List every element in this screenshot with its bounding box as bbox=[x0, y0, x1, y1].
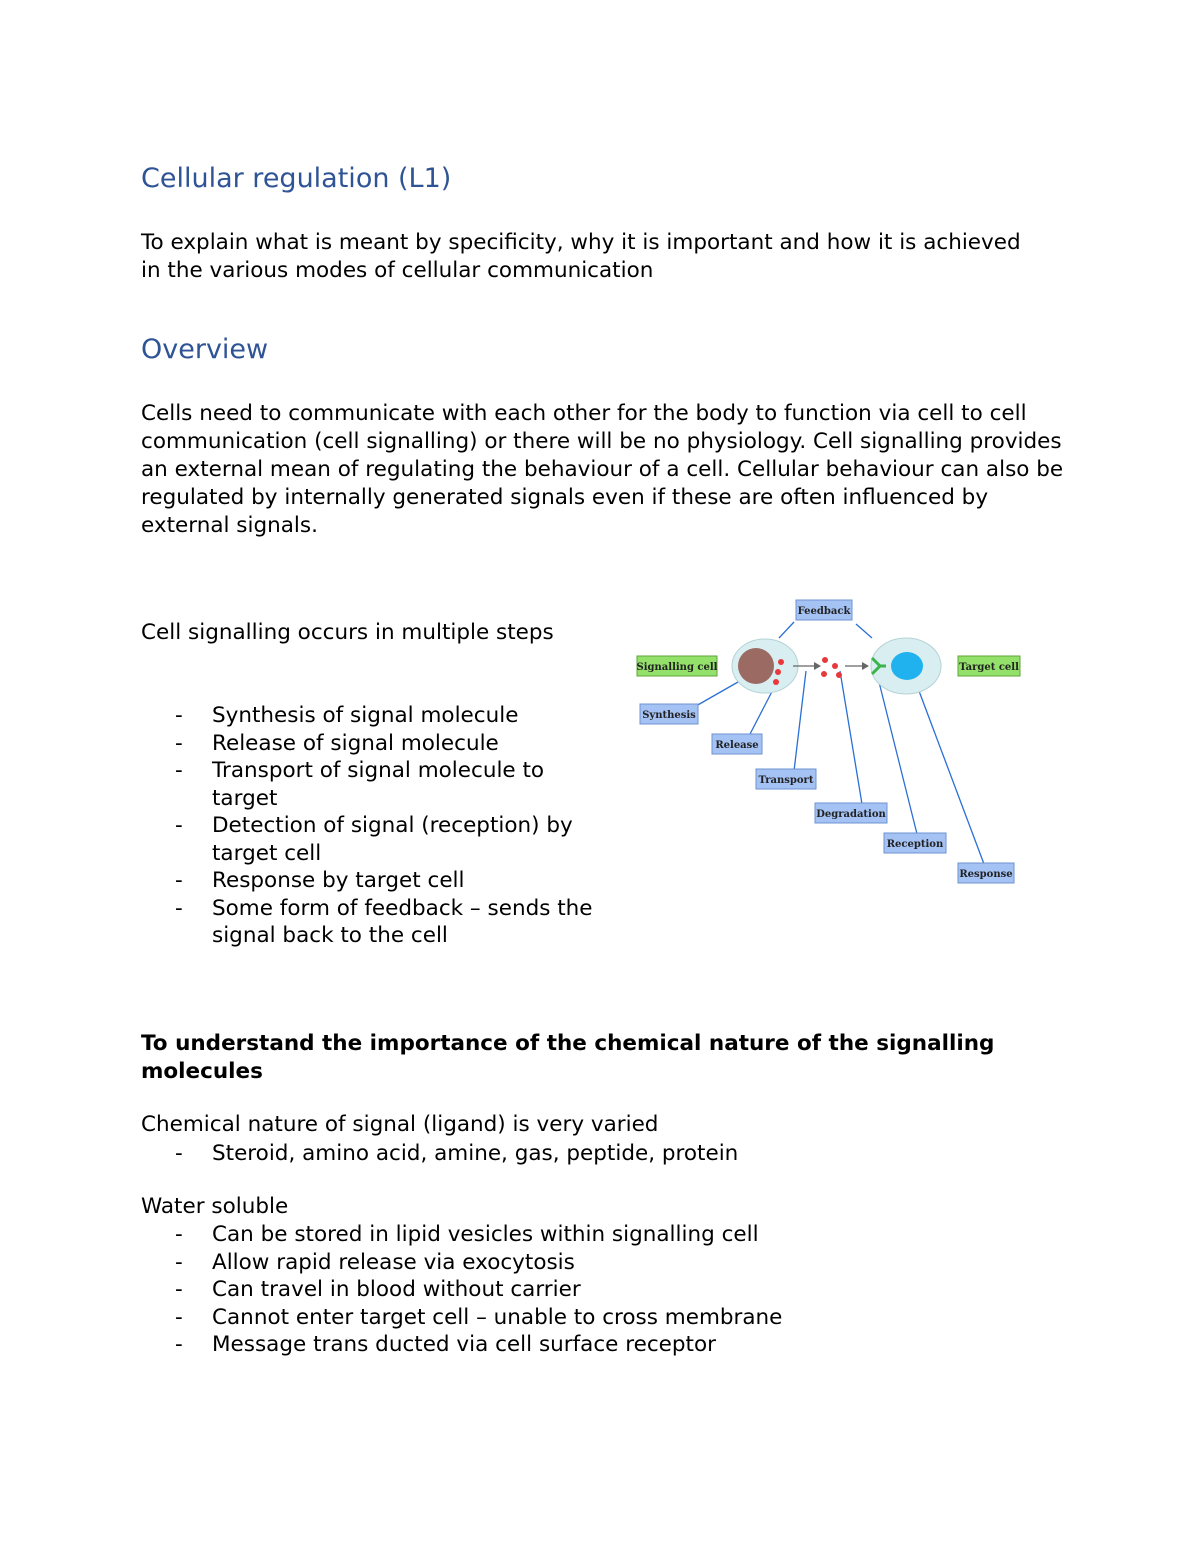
reception-label: Reception bbox=[886, 839, 944, 850]
dash-bullet: - bbox=[175, 895, 183, 921]
list-item bbox=[141, 895, 601, 950]
page-title: Cellular regulation (L1) bbox=[141, 163, 452, 194]
feedback-line-left bbox=[779, 622, 794, 638]
list-item-text: Steroid, amino acid, amine, gas, peptide, protein bbox=[212, 1141, 739, 1166]
list-item bbox=[141, 730, 601, 758]
feedback-line-right bbox=[856, 624, 872, 638]
transport-arrowhead bbox=[862, 662, 869, 670]
vesicle-dot bbox=[778, 659, 784, 665]
dash-bullet: - bbox=[175, 1141, 183, 1166]
dash-bullet: - bbox=[175, 758, 183, 783]
list-item-text: Transport of signal molecule to target bbox=[212, 758, 545, 811]
chemical-heading: To understand the importance of the chemical nature of the signalling molecules bbox=[141, 1031, 995, 1084]
list-item bbox=[141, 1331, 941, 1359]
chemical-intro: Chemical nature of signal (ligand) is very varied bbox=[141, 1112, 659, 1137]
dash-bullet: - bbox=[175, 1277, 183, 1302]
list-item-text: Can be stored in lipid vesicles within signalling cell bbox=[212, 1222, 759, 1247]
steps-list bbox=[141, 702, 601, 950]
response-label: Response bbox=[959, 869, 1013, 880]
list-item-text: Response by target cell bbox=[212, 868, 465, 893]
list-item bbox=[141, 1249, 941, 1277]
chemical-list bbox=[141, 1140, 941, 1168]
vesicle-dot bbox=[775, 669, 781, 675]
dash-bullet: - bbox=[175, 1249, 183, 1275]
synthesis-label: Synthesis bbox=[642, 710, 696, 721]
dash-bullet: - bbox=[175, 1332, 183, 1357]
steps-intro: Cell signalling occurs in multiple steps bbox=[141, 620, 554, 645]
dash-bullet: - bbox=[175, 868, 183, 893]
water-heading: Water soluble bbox=[141, 1194, 289, 1219]
dash-bullet: - bbox=[175, 1304, 183, 1330]
vesicle-dot bbox=[773, 679, 779, 685]
list-item-text: Synthesis of signal molecule bbox=[212, 703, 519, 728]
overview-text: Cells need to communicate with each other for the body to function via cell to cell communication (cell signalling) or there will be no physiology. Cell signalling provides an external mean of regulating the behaviour of a cell. Cellular behaviour can also be regulated by internally generated signals even if these are often influenced by external signals. bbox=[141, 401, 1064, 538]
feedback-label: Feedback bbox=[797, 606, 851, 617]
transport-line bbox=[794, 671, 806, 771]
list-item bbox=[141, 812, 601, 867]
target-cell-label: Target cell bbox=[959, 662, 1019, 673]
dash-bullet: - bbox=[175, 730, 183, 756]
release-arrowhead bbox=[814, 662, 821, 670]
list-item bbox=[141, 1276, 941, 1304]
release-label: Release bbox=[715, 740, 759, 751]
list-item-text: Message trans ducted via cell surface receptor bbox=[212, 1332, 716, 1357]
signalling-nucleus bbox=[738, 648, 774, 684]
list-item-text: Allow rapid release via exocytosis bbox=[212, 1249, 575, 1275]
dash-bullet: - bbox=[175, 703, 183, 728]
list-item-text: Some form of feedback – sends the signal back to the cell bbox=[212, 895, 593, 948]
list-item bbox=[141, 867, 601, 895]
list-item-text: Release of signal molecule bbox=[212, 730, 499, 756]
list-item-text: Detection of signal (reception) by target cell bbox=[212, 813, 573, 866]
signal-dot bbox=[836, 672, 842, 678]
dash-bullet: - bbox=[175, 1222, 183, 1247]
label-boxes bbox=[637, 600, 1020, 883]
list-item-text: Can travel in blood without carrier bbox=[212, 1277, 581, 1302]
list-item bbox=[141, 1221, 941, 1249]
signal-dot bbox=[832, 663, 838, 669]
objective-text: To explain what is meant by specificity, why it is important and how it is achieved in the various modes of cellular communication bbox=[141, 230, 1021, 283]
overview-heading: Overview bbox=[141, 334, 269, 365]
list-item bbox=[141, 757, 601, 812]
signal-dot bbox=[822, 657, 828, 663]
target-nucleus bbox=[891, 652, 923, 680]
degradation-label: Degradation bbox=[816, 809, 886, 820]
list-item bbox=[141, 1140, 941, 1168]
signalling-cell-label: Signalling cell bbox=[636, 662, 718, 673]
list-item-text: Cannot enter target cell – unable to cross membrane bbox=[212, 1304, 783, 1330]
list-item bbox=[141, 1304, 941, 1332]
degradation-line bbox=[840, 671, 862, 804]
water-list bbox=[141, 1221, 941, 1359]
list-item bbox=[141, 702, 601, 730]
cell-signalling-diagram bbox=[634, 596, 1024, 892]
transport-label: Transport bbox=[758, 775, 814, 786]
signal-dot bbox=[821, 671, 827, 677]
dash-bullet: - bbox=[175, 813, 183, 838]
